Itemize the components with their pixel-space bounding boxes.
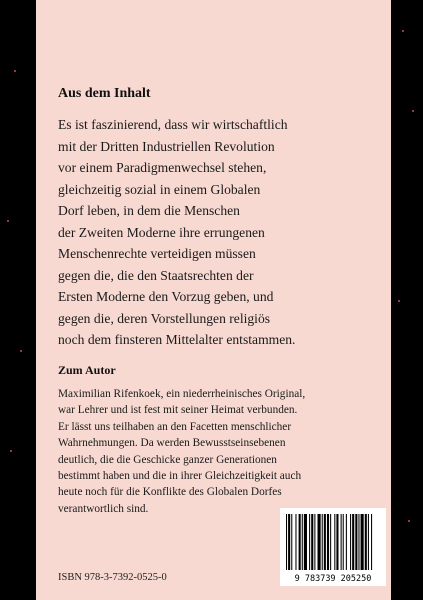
- author-line: deutlich, die die Geschicke ganzer Generationen: [58, 453, 277, 466]
- barcode-bar: [365, 514, 367, 570]
- barcode-bar: [336, 514, 338, 570]
- barcode-bar: [352, 514, 354, 570]
- isbn-number: ISBN 978-3-7392-0525-0: [58, 572, 167, 583]
- barcode-bar: [330, 514, 331, 570]
- author-line: war Lehrer und ist fest mit seiner Heimat verbunden.: [58, 404, 298, 417]
- contents-line: der Zweiten Moderne ihre errungenen: [58, 224, 265, 240]
- star-dot: [20, 350, 22, 352]
- barcode-bar: [286, 514, 287, 570]
- barcode-bar: [318, 514, 321, 570]
- barcode-digits: 9 783739 205250: [294, 574, 372, 584]
- barcode-bar: [299, 514, 301, 570]
- back-cover-panel: [36, 0, 391, 600]
- contents-text: [58, 114, 383, 351]
- barcode-bar: [311, 514, 313, 570]
- contents-line: noch dem finsteren Mittelalter entstammen.: [58, 332, 296, 347]
- contents-heading: Aus dem Inhalt: [58, 86, 151, 101]
- star-dot: [7, 220, 9, 222]
- contents-line: Es ist faszinierend, dass wir wirtschaftlich: [58, 117, 288, 132]
- barcode-bar: [304, 514, 307, 570]
- barcode-bar: [302, 514, 303, 570]
- author-line: heute noch für die Konflikte des Globalen Dorfes: [58, 486, 282, 499]
- contents-line: gegen die, deren Vorstellungen religiös: [58, 310, 271, 326]
- contents-line: vor einem Paradigmenwechsel stehen,: [58, 160, 267, 175]
- author-line: bestimmt haben und die in ihrer Gleichzeitigkeit auch: [58, 470, 302, 483]
- barcode-bar: [314, 514, 315, 570]
- barcode-bar: [324, 514, 326, 570]
- barcode-bar: [368, 514, 369, 570]
- barcode-bar: [355, 514, 357, 570]
- contents-line: Dorf leben, in dem die Menschen: [58, 203, 240, 218]
- barcode: [280, 508, 386, 586]
- author-line: Wahrnehmungen. Da werden Bewusstseinsebenen: [58, 437, 286, 450]
- star-dot: [398, 300, 400, 302]
- barcode-bar: [346, 514, 347, 570]
- barcode-bar: [358, 514, 359, 570]
- contents-line: gleichzeitig sozial in einem Globalen: [58, 181, 261, 197]
- author-text: [58, 386, 383, 517]
- star-dot: [402, 30, 404, 32]
- barcode-bar: [350, 514, 351, 570]
- contents-line: mit der Dritten Industriellen Revolution: [58, 138, 275, 154]
- barcode-bar: [327, 514, 329, 570]
- contents-line: Ersten Moderne den Vorzug geben, und: [58, 289, 274, 304]
- star-dot: [14, 70, 16, 72]
- barcode-bar: [295, 514, 296, 570]
- author-line: verantwortlich sind.: [58, 502, 149, 515]
- star-dot: [10, 450, 12, 452]
- barcode-bar: [361, 514, 364, 570]
- author-line: Maximilian Rifenkoek, ein niederrheinisches Original,: [58, 388, 306, 400]
- barcode-bar: [309, 514, 310, 570]
- author-heading: Zum Autor: [58, 363, 116, 377]
- star-dot: [412, 110, 414, 112]
- barcode-bar: [291, 514, 292, 570]
- star-dot: [408, 520, 410, 522]
- author-line: Er lässt uns teilhaben an den Facetten menschlicher: [58, 420, 292, 433]
- barcode-bar: [322, 514, 323, 570]
- barcode-bar: [343, 514, 344, 570]
- contents-line: gegen die, die den Staatsrechten der: [58, 267, 254, 283]
- barcode-bar: [334, 514, 335, 570]
- barcode-bar: [341, 514, 342, 570]
- barcode-bar: [288, 514, 290, 570]
- barcode-graphic: [280, 508, 386, 586]
- barcode-bar: [371, 514, 372, 570]
- contents-line: Menschenrechte verteidigen müssen: [58, 246, 256, 261]
